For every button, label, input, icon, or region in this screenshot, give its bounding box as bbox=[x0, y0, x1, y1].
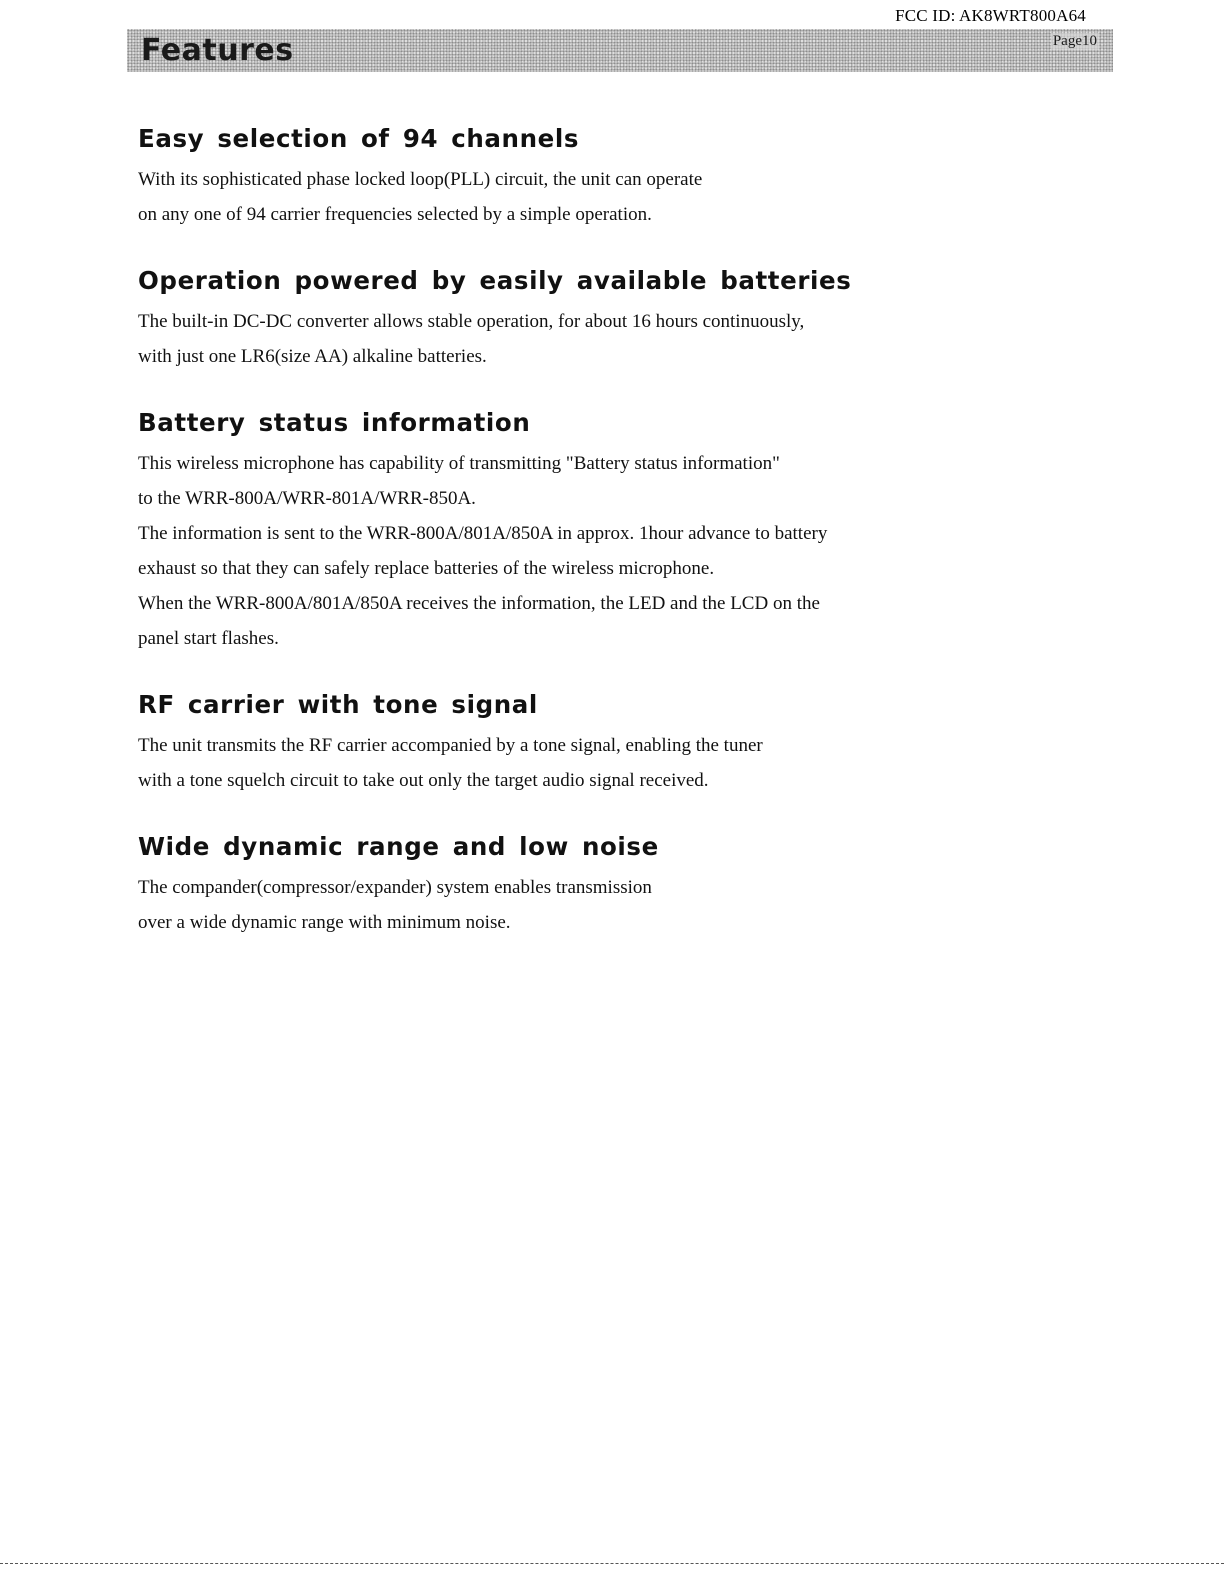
feature-title: Wide dynamic range and low noise bbox=[138, 832, 659, 861]
features-list bbox=[138, 120, 1068, 970]
feature-title: RF carrier with tone signal bbox=[138, 690, 538, 719]
feature-title: Easy selection of 94 channels bbox=[138, 124, 580, 153]
feature-text-line: This wireless microphone has capability of transmitting "Battery status information" bbox=[138, 453, 780, 474]
page-number: Page10 bbox=[1052, 33, 1097, 49]
bottom-divider bbox=[0, 1563, 1224, 1564]
feature-text-line: with just one LR6(size AA) alkaline batteries. bbox=[138, 346, 487, 367]
feature-text-line: with a tone squelch circuit to take out only the target audio signal received. bbox=[138, 770, 709, 791]
feature-dynamic-range bbox=[138, 828, 1068, 940]
fcc-id-label: FCC ID: AK8WRT800A64 bbox=[895, 6, 1086, 25]
feature-battery-operation bbox=[138, 262, 1068, 374]
feature-channel-selection bbox=[138, 120, 1068, 232]
feature-battery-status bbox=[138, 404, 1068, 656]
feature-text-line: The compander(compressor/expander) system enables transmission bbox=[138, 877, 652, 898]
feature-text-line: With its sophisticated phase locked loop(PLL) circuit, the unit can operate bbox=[138, 169, 703, 190]
feature-rf-tone-signal bbox=[138, 686, 1068, 798]
feature-text-line: on any one of 94 carrier frequencies selected by a simple operation. bbox=[138, 204, 652, 225]
features-header-banner bbox=[127, 29, 1113, 72]
feature-title: Operation powered by easily available batteries bbox=[138, 266, 852, 295]
feature-title: Battery status information bbox=[138, 408, 531, 437]
feature-text-line: panel start flashes. bbox=[138, 628, 279, 649]
feature-text-line: The information is sent to the WRR-800A/801A/850A in approx. 1hour advance to battery bbox=[138, 523, 828, 544]
page-title: Features bbox=[141, 33, 294, 68]
feature-text-line: exhaust so that they can safely replace batteries of the wireless microphone. bbox=[138, 558, 715, 579]
feature-text-line: When the WRR-800A/801A/850A receives the information, the LED and the LCD on the bbox=[138, 593, 820, 614]
feature-text-line: over a wide dynamic range with minimum noise. bbox=[138, 912, 511, 933]
feature-text-line: to the WRR-800A/WRR-801A/WRR-850A. bbox=[138, 488, 476, 509]
feature-text-line: The unit transmits the RF carrier accompanied by a tone signal, enabling the tuner bbox=[138, 735, 763, 756]
feature-text-line: The built-in DC-DC converter allows stable operation, for about 16 hours continuously, bbox=[138, 311, 805, 332]
